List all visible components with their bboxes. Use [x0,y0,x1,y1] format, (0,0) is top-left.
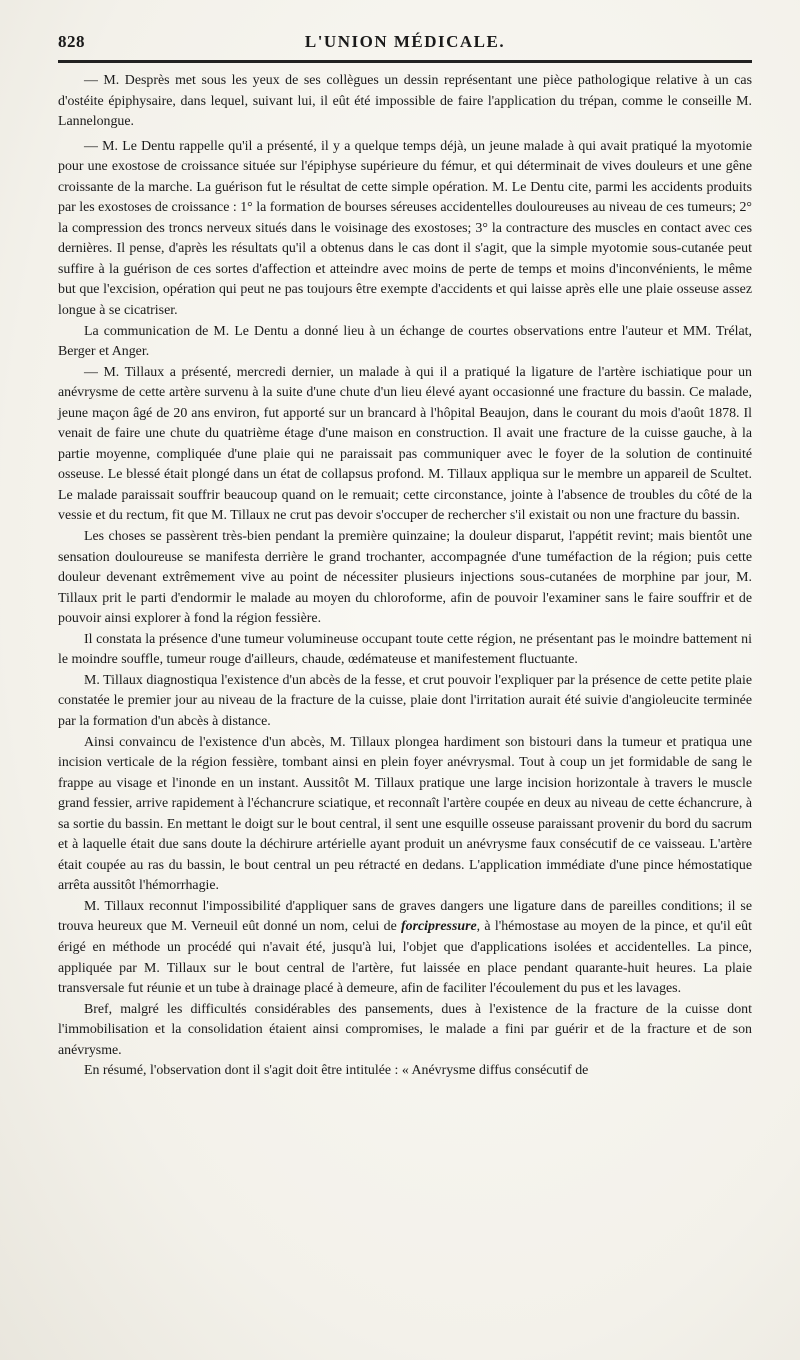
paragraph-discussion: La communication de M. Le Dentu a donné lieu à un échange de courtes observations entre l'auteur et MM. Trélat, Berger et Anger. [58,323,752,360]
paragraph-le-dentu: — M. Le Dentu rappelle qu'il a présenté, il y a quelque temps déjà, un jeune malade à qui avait pratiqué la myotomie pour une exostose de croissance située sur l'épiphyse supérieure du fémur, et qui déterminait de vives douleurs et une gêne croissante de la marche. La guérison fut le résultat de cette simple opération. M. Le Dentu cite, parmi les accidents produits par les exostoses de croissance : 1° la formation de bourses séreuses accidentelles douloureuses au niveau de ces tumeurs; 2° la compression des troncs nerveux situés dans le voisinage des exostoses; 3° la contracture des muscles en contact avec ces dernières. Il pense, d'après les résultats qu'il a obtenus dans le cas dont il s'agit, que la simple myotomie sous-cutanée peut suffire à la guérison de ces sortes d'affection et atteindre avec moins de perte de temps et moins d'inconvénients, le même but que l'excision, opération qui peut ne pas toujours être exempte d'accidents et qui laisse après elle une plaie osseuse assez longue à se cicatriser. [58,138,752,319]
article-body [58,71,752,1082]
forcipressure-term: forcipressure [401,919,477,935]
paragraph-first-fortnight: Les choses se passèrent très-bien pendant la première quinzaine; la douleur disparut, l'appétit revint; mais bientôt une sensation douloureuse se manifesta derrière le grand trochanter, accompagnée d'une tuméfaction de la région; puis cette douleur devenant extrêmement vive au point de nécessiter plusieurs injections sous-cutanées de morphine par jour, M. Tillaux prit le parti d'endormir le malade au moyen du chloroforme, afin de pouvoir l'examiner sans le faire souffrir et de pouvoir ainsi explorer à fond la région fessière. [58,529,752,627]
paragraph-tumor: Il constata la présence d'une tumeur volumineuse occupant toute cette région, ne présentant pas le moindre battement ni le moindre souffle, tumeur rouge d'ailleurs, chaude, œdémateuse et manifestement fluctuante. [58,631,752,668]
paragraph-incision: Ainsi convaincu de l'existence d'un abcès, M. Tillaux plongea hardiment son bistouri dans la tumeur et pratiqua une incision verticale de la région fessière, tombant ainsi en plein foyer anévrysmal. Tout à coup un jet formidable de sang le frappe au visage et l'inonde en un instant. Aussitôt M. Tillaux pratique une large incision horizontale à travers le muscle grand fessier, arrive rapidement à l'échancrure sciatique, et reconnaît l'artère coupée en deux au niveau de cette échancrure, à sa sortie du bassin. En mettant le doigt sur le bout central, il sent une esquille osseuse paraissant provenir du bord du sacrum et à laquelle était due sans doute la déchirure artérielle ayant produit un anévrysme faux consécutif de ce vaisseau. L'artère était coupée au ras du bassin, le bout central un peu rétracté en dedans. L'application immédiate d'une pince hémostatique arrêta aussitôt l'hémorrhagie. [58,734,752,894]
paragraph-outcome: Bref, malgré les difficultés considérables des pansements, dues à l'existence de la fracture de la cuisse dont l'immobilisation et la consolidation étaient ainsi compromises, le malade a fini par guérir et de la fracture et de son anévrysme. [58,1001,752,1058]
page-header [58,26,752,63]
journal-title: L'UNION MÉDICALE. [304,32,506,51]
paragraph-diagnosis: M. Tillaux diagnostiqua l'existence d'un abcès de la fesse, et crut pouvoir l'expliquer par la présence de cette petite plaie constatée le premier jour au niveau de la fracture de la cuisse, plaie dont l'irritation aurait été suivie d'angioleucite terminée par la formation d'un abcès à distance. [58,672,752,729]
paragraph-forcipressure [58,897,752,1000]
page-number: 828 [58,32,85,51]
forcipressure-text-before: M. Tillaux reconnut l'impossibilité d'appliquer sans de graves dangers une ligature dans de pareilles conditions; il se trouva heureux que M. Verneuil eût donné un nom, celui de [58,898,752,935]
paragraph-despres: — M. Desprès met sous les yeux de ses collègues un dessin représentant une pièce pathologique relative à un cas d'ostéite épiphysaire, dans lequel, suivant lui, il eût été impossible de faire l'application du trépan, comme le conseille M. Lannelongue. [58,73,752,130]
paragraph-tillaux-case: — M. Tillaux a présenté, mercredi dernier, un malade à qui il a pratiqué la ligature de l'artère ischiatique pour un anévrysme de cette artère survenu à la suite d'une chute d'un lieu élevé ayant occasionné une fracture du bassin. Ce malade, jeune maçon âgé de 20 ans environ, fut apporté sur un brancard à l'hôpital Beaujon, dans le courant du mois d'août 1878. Il venait de faire une chute du quatrième étage d'une maison en construction. Il avait une fracture de la cuisse gauche, à la partie moyenne, compliquée d'une plaie qui ne paraissait pas communiquer avec le foyer de la solution de continuité osseuse. Le blessé était plongé dans un état de collapsus profond. M. Tillaux appliqua sur le membre un appareil de Scultet. Le malade paraissait souffrir beaucoup quand on le remuait; cette circonstance, jointe à l'absence de troubles du côté de la vessie et du rectum, fit que M. Tillaux ne crut pas devoir s'occuper de rechercher s'il existait ou non une fracture du bassin. [58,364,752,524]
paragraph-summary: En résumé, l'observation dont il s'agit doit être intitulée : « Anévrysme diffus consécutif de [84,1063,589,1079]
forcipressure-text-after: , à l'hémostase au moyen de la pince, et qu'il eût érigé en méthode un procédé qui n'avait été, jusqu'à lui, l'objet que d'applications isolées et accidentelles. La pince, appliquée par M. Tillaux sur le bout central de l'artère, fut laissée en place pendant quarante-huit heures. La plaie transversale fut réunie et un tube à drainage placé à demeure, afin de faciliter l'écoulement du pus et les lavages. [58,919,752,997]
